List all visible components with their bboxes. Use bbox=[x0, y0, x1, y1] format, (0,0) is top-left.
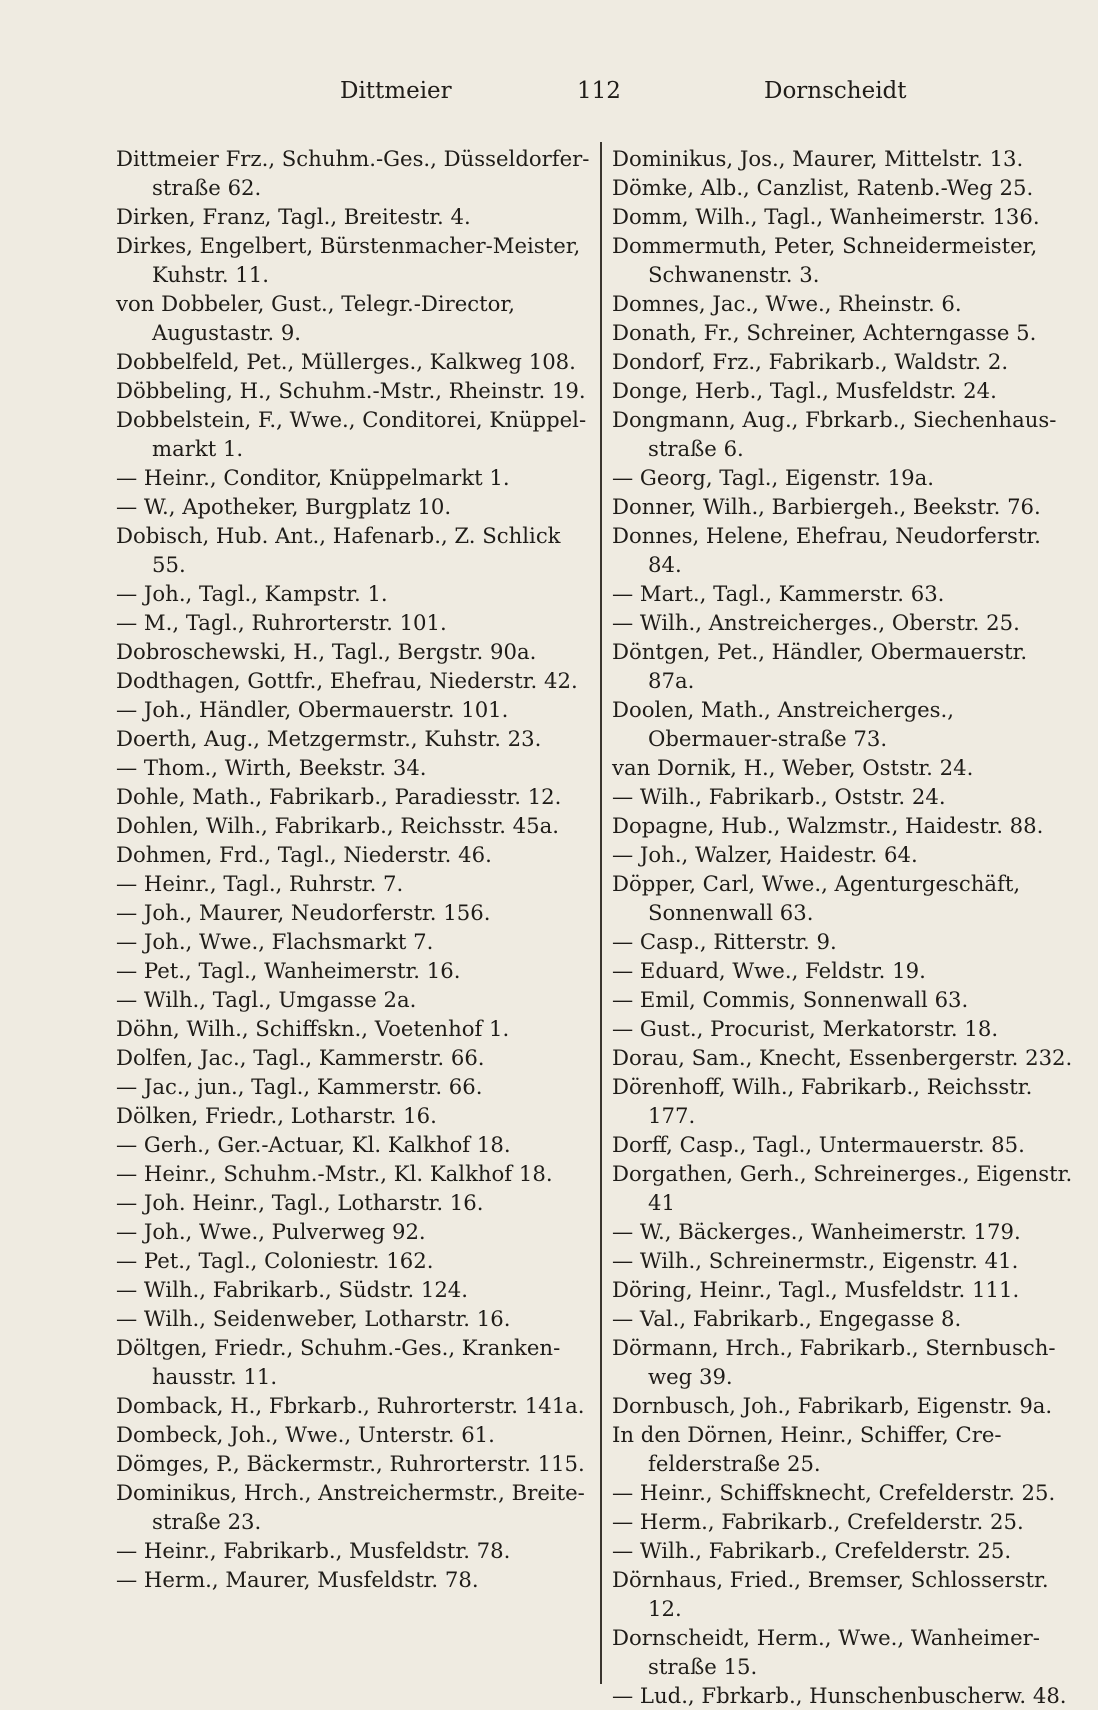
directory-entry: — Herm., Maurer, Musfeldstr. 78. bbox=[116, 1567, 479, 1592]
directory-entry: — Wilh., Anstreicherges., Oberstr. 25. bbox=[612, 610, 1020, 635]
directory-entry: — Mart., Tagl., Kammerstr. 63. bbox=[612, 581, 945, 606]
directory-entry: — Pet., Tagl., Wanheimerstr. 16. bbox=[116, 958, 461, 983]
directory-entry: Dörnhaus, Fried., Bremser, Schlosserstr. 12. bbox=[612, 1567, 1049, 1621]
directory-entry: Domback, H., Fbrkarb., Ruhrorterstr. 141a. bbox=[116, 1393, 585, 1418]
directory-entry: — Gerh., Ger.-Actuar, Kl. Kalkhof 18. bbox=[116, 1132, 511, 1157]
directory-entry: — Wilh., Schreinermstr., Eigenstr. 41. bbox=[612, 1248, 1019, 1273]
directory-entry: Donnes, Helene, Ehefrau, Neudorferstr. 84. bbox=[612, 523, 1041, 577]
directory-entry: — Heinr., Tagl., Ruhrstr. 7. bbox=[116, 871, 404, 896]
directory-entry: Dohlen, Wilh., Fabrikarb., Reichsstr. 45a. bbox=[116, 813, 559, 838]
directory-entry: — Wilh., Fabrikarb., Crefelderstr. 25. bbox=[612, 1538, 1012, 1563]
directory-entry: Dongmann, Aug., Fbrkarb., Siechenhaus-straße 6. bbox=[612, 407, 1057, 461]
directory-entry: Dörenhoff, Wilh., Fabrikarb., Reichsstr. 177. bbox=[612, 1074, 1033, 1128]
directory-entry: — Joh., Wwe., Pulverweg 92. bbox=[116, 1219, 426, 1244]
directory-entry: Dorgathen, Gerh., Schreinerges., Eigenstr. 41 bbox=[612, 1161, 1073, 1215]
directory-entry: — Herm., Fabrikarb., Crefelderstr. 25. bbox=[612, 1509, 1024, 1534]
directory-entry: Dondorf, Frz., Fabrikarb., Waldstr. 2. bbox=[612, 349, 1009, 374]
directory-entry: — Heinr., Conditor, Knüppelmarkt 1. bbox=[116, 465, 510, 490]
directory-entry: Dopagne, Hub., Walzmstr., Haidestr. 88. bbox=[612, 813, 1044, 838]
directory-entry: — Gust., Procurist, Merkatorstr. 18. bbox=[612, 1016, 999, 1041]
directory-entry: — Eduard, Wwe., Feldstr. 19. bbox=[612, 958, 926, 983]
directory-entry: Dobbelfeld, Pet., Müllerges., Kalkweg 108. bbox=[116, 349, 576, 374]
directory-entry: van Dornik, H., Weber, Oststr. 24. bbox=[612, 755, 974, 780]
directory-entry: Domm, Wilh., Tagl., Wanheimerstr. 136. bbox=[612, 204, 1040, 229]
column-divider bbox=[600, 142, 602, 1684]
directory-entry: — Wilh., Seidenweber, Lotharstr. 16. bbox=[116, 1306, 511, 1331]
directory-entry: Dodthagen, Gottfr., Ehefrau, Niederstr. 42. bbox=[116, 668, 578, 693]
directory-entry: Dobbelstein, F., Wwe., Conditorei, Knüppel-markt 1. bbox=[116, 407, 587, 461]
directory-entry: Dorau, Sam., Knecht, Essenbergerstr. 232. bbox=[612, 1045, 1073, 1070]
directory-entry: Döbbeling, H., Schuhm.-Mstr., Rheinstr. 19. bbox=[116, 378, 586, 403]
directory-entry: — Casp., Ritterstr. 9. bbox=[612, 929, 837, 954]
directory-entry: Dornbusch, Joh., Fabrikarb, Eigenstr. 9a. bbox=[612, 1393, 1053, 1418]
directory-entry: — Joh., Walzer, Haidestr. 64. bbox=[612, 842, 918, 867]
directory-entry: Döpper, Carl, Wwe., Agenturgeschäft, Sonnenwall 63. bbox=[612, 871, 1021, 925]
directory-entry: Doolen, Math., Anstreicherges., Obermauer-straße 73. bbox=[612, 697, 955, 751]
left-column bbox=[116, 144, 590, 1594]
directory-entry: Dölken, Friedr., Lotharstr. 16. bbox=[116, 1103, 437, 1128]
directory-entry: Dombeck, Joh., Wwe., Unterstr. 61. bbox=[116, 1422, 495, 1447]
directory-entry: Dömke, Alb., Canzlist, Ratenb.-Weg 25. bbox=[612, 175, 1034, 200]
right-column bbox=[612, 144, 1080, 1710]
directory-entry: — Wilh., Fabrikarb., Südstr. 124. bbox=[116, 1277, 469, 1302]
directory-entry: — Val., Fabrikarb., Engegasse 8. bbox=[612, 1306, 962, 1331]
directory-entry: Dohmen, Frd., Tagl., Niederstr. 46. bbox=[116, 842, 492, 867]
directory-entry: Dominikus, Jos., Maurer, Mittelstr. 13. bbox=[612, 146, 1024, 171]
directory-entry: — Emil, Commis, Sonnenwall 63. bbox=[612, 987, 969, 1012]
directory-entry: von Dobbeler, Gust., Telegr.-Director, Augustastr. 9. bbox=[116, 291, 515, 345]
directory-entry: — Lud., Fbrkarb., Hunschenbuscherw. 48. bbox=[612, 1683, 1067, 1708]
directory-entry: Döntgen, Pet., Händler, Obermauerstr. 87a. bbox=[612, 639, 1028, 693]
directory-entry: — Heinr., Schuhm.-Mstr., Kl. Kalkhof 18. bbox=[116, 1161, 553, 1186]
directory-entry: Dorff, Casp., Tagl., Untermauerstr. 85. bbox=[612, 1132, 1025, 1157]
directory-entry: — Georg, Tagl., Eigenstr. 19a. bbox=[612, 465, 934, 490]
directory-entry: In den Dörnen, Heinr., Schiffer, Cre-felderstraße 25. bbox=[612, 1422, 1002, 1476]
directory-entry: — Joh. Heinr., Tagl., Lotharstr. 16. bbox=[116, 1190, 484, 1215]
directory-entry: — Joh., Wwe., Flachsmarkt 7. bbox=[116, 929, 434, 954]
directory-entry: — Joh., Tagl., Kampstr. 1. bbox=[116, 581, 388, 606]
directory-entry: — Wilh., Tagl., Umgasse 2a. bbox=[116, 987, 417, 1012]
directory-entry: Dirken, Franz, Tagl., Breitestr. 4. bbox=[116, 204, 471, 229]
directory-entry: — Heinr., Fabrikarb., Musfeldstr. 78. bbox=[116, 1538, 511, 1563]
directory-entry: — M., Tagl., Ruhrorterstr. 101. bbox=[116, 610, 447, 635]
directory-entry: Dömges, P., Bäckermstr., Ruhrorterstr. 115. bbox=[116, 1451, 585, 1476]
directory-entry: — Thom., Wirth, Beekstr. 34. bbox=[116, 755, 427, 780]
page-number: 112 bbox=[577, 78, 621, 104]
directory-entry: — Joh., Händler, Obermauerstr. 101. bbox=[116, 697, 509, 722]
directory-entry: Döring, Heinr., Tagl., Musfeldstr. 111. bbox=[612, 1277, 1020, 1302]
directory-entry: — Pet., Tagl., Coloniestr. 162. bbox=[116, 1248, 434, 1273]
directory-entry: — Wilh., Fabrikarb., Oststr. 24. bbox=[612, 784, 946, 809]
directory-entry: Donner, Wilh., Barbiergeh., Beekstr. 76. bbox=[612, 494, 1041, 519]
directory-entry: Dirkes, Engelbert, Bürstenmacher-Meister, Kuhstr. 11. bbox=[116, 233, 581, 287]
directory-entry: Döhn, Wilh., Schiffskn., Voetenhof 1. bbox=[116, 1016, 510, 1041]
header-last-name: Dornscheidt bbox=[764, 78, 907, 104]
directory-entry: Doerth, Aug., Metzgermstr., Kuhstr. 23. bbox=[116, 726, 542, 751]
directory-entry: — W., Bäckerges., Wanheimerstr. 179. bbox=[612, 1219, 1021, 1244]
directory-entry: Dommermuth, Peter, Schneidermeister, Schwanenstr. 3. bbox=[612, 233, 1038, 287]
directory-entry: — Jac., jun., Tagl., Kammerstr. 66. bbox=[116, 1074, 483, 1099]
directory-entry: Dolfen, Jac., Tagl., Kammerstr. 66. bbox=[116, 1045, 485, 1070]
directory-entry: Dohle, Math., Fabrikarb., Paradiesstr. 12. bbox=[116, 784, 562, 809]
directory-entry: Dornscheidt, Herm., Wwe., Wanheimer-straße 15. bbox=[612, 1625, 1040, 1679]
directory-entry: — Heinr., Schiffsknecht, Crefelderstr. 25. bbox=[612, 1480, 1056, 1505]
header-first-name: Dittmeier bbox=[340, 78, 452, 104]
directory-entry: Dominikus, Hrch., Anstreichermstr., Breite-straße 23. bbox=[116, 1480, 585, 1534]
directory-entry: Dörmann, Hrch., Fabrikarb., Sternbusch-weg 39. bbox=[612, 1335, 1056, 1389]
directory-entry: Döltgen, Friedr., Schuhm.-Ges., Kranken-hausstr. 11. bbox=[116, 1335, 561, 1389]
directory-entry: Donge, Herb., Tagl., Musfeldstr. 24. bbox=[612, 378, 997, 403]
directory-entry: Donath, Fr., Schreiner, Achterngasse 5. bbox=[612, 320, 1037, 345]
directory-entry: — W., Apotheker, Burgplatz 10. bbox=[116, 494, 452, 519]
page-header bbox=[0, 78, 1098, 112]
directory-entry: Domnes, Jac., Wwe., Rheinstr. 6. bbox=[612, 291, 962, 316]
directory-entry: Dobisch, Hub. Ant., Hafenarb., Z. Schlick 55. bbox=[116, 523, 561, 577]
directory-entry: Dobroschewski, H., Tagl., Bergstr. 90a. bbox=[116, 639, 537, 664]
directory-entry: Dittmeier Frz., Schuhm.-Ges., Düsseldorfer-straße 62. bbox=[116, 146, 590, 200]
directory-entry: — Joh., Maurer, Neudorferstr. 156. bbox=[116, 900, 491, 925]
